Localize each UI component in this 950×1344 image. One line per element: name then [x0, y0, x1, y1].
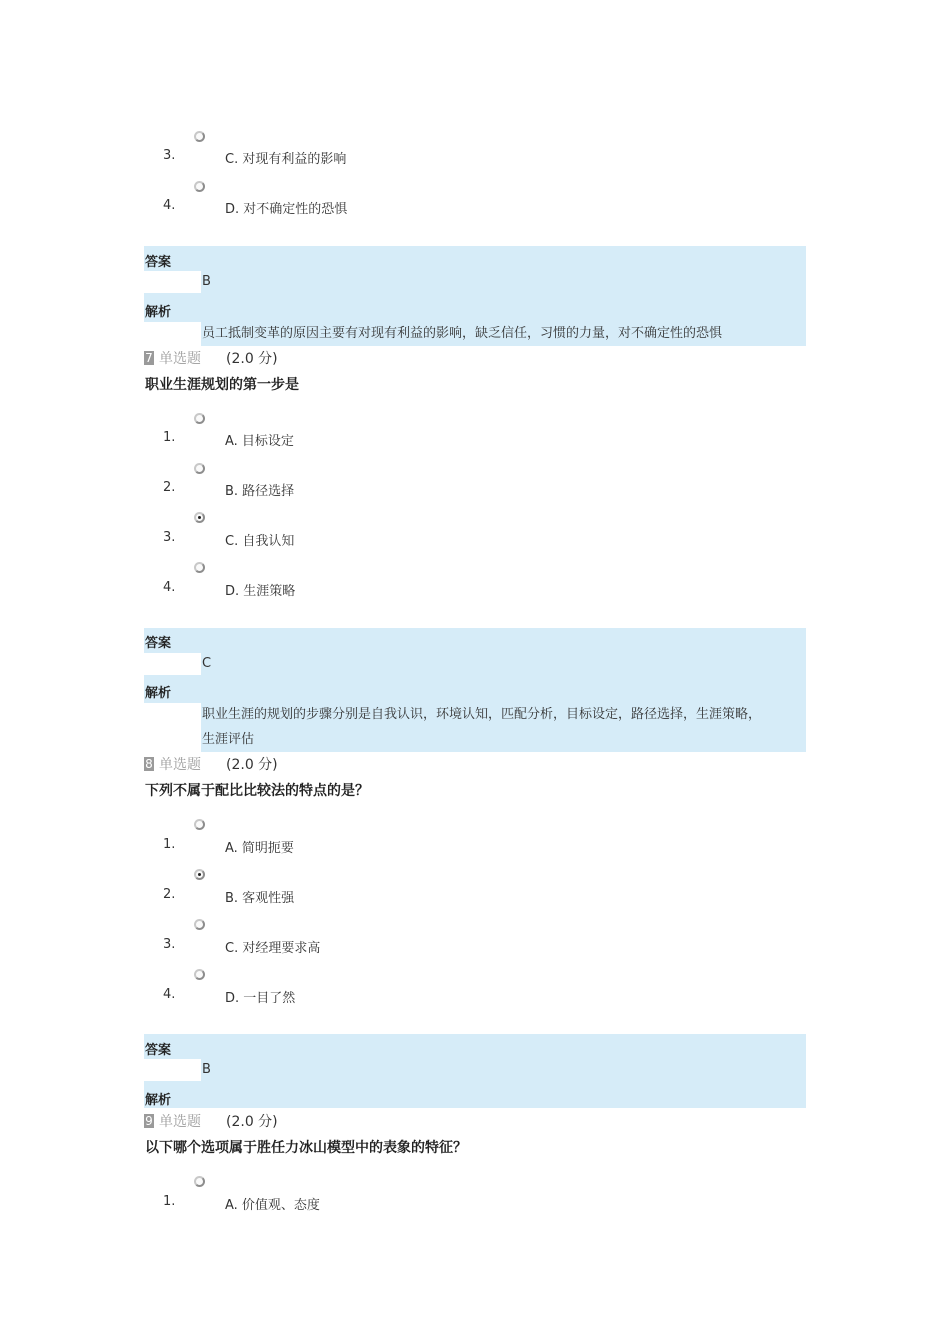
radio-button[interactable]: [194, 819, 205, 830]
radio-button[interactable]: [194, 919, 205, 930]
analysis-label: 解析: [145, 1093, 172, 1108]
option-label[interactable]: A. 简明扼要: [225, 841, 294, 856]
answer-panel-bg: [144, 1034, 806, 1108]
radio-button[interactable]: [194, 969, 205, 980]
radio-button[interactable]: [194, 1176, 205, 1187]
answer-label: 答案: [145, 636, 172, 651]
option-label[interactable]: D. 一目了然: [225, 991, 296, 1006]
option-label[interactable]: B. 路径选择: [225, 484, 295, 499]
question-number-badge: 8: [145, 757, 153, 771]
question-score: (2.0 分): [226, 351, 278, 367]
question-number-badge: 7: [145, 351, 153, 365]
option-label[interactable]: C. 对现有利益的影响: [225, 152, 347, 167]
option-label[interactable]: B. 客观性强: [225, 891, 295, 906]
option-label[interactable]: D. 生涯策略: [225, 584, 296, 599]
panel-spacer: [144, 322, 201, 346]
option-number: 4.: [163, 580, 176, 595]
question-text: 职业生涯规划的第一步是: [145, 377, 299, 393]
answer-label: 答案: [145, 1043, 172, 1058]
option-number: 1.: [163, 1194, 176, 1209]
panel-spacer: [144, 271, 201, 293]
option-number: 4.: [163, 198, 176, 213]
option-label[interactable]: C. 对经理要求高: [225, 941, 321, 956]
answer-label: 答案: [145, 255, 172, 270]
question-type: 单选题: [159, 757, 201, 773]
question-score: (2.0 分): [226, 1114, 278, 1130]
question-score: (2.0 分): [226, 757, 278, 773]
option-number: 1.: [163, 837, 176, 852]
option-label[interactable]: A. 价值观、态度: [225, 1198, 320, 1213]
answer-value: B: [202, 274, 211, 289]
radio-button[interactable]: [194, 413, 205, 424]
answer-value: C: [202, 656, 212, 671]
panel-spacer: [144, 1059, 201, 1081]
radio-button[interactable]: [194, 463, 205, 474]
option-label[interactable]: C. 自我认知: [225, 534, 295, 549]
question-text: 下列不属于配比比较法的特点的是？: [145, 783, 369, 799]
option-number: 2.: [163, 480, 176, 495]
option-number: 3.: [163, 530, 176, 545]
analysis-text: 职业生涯的规划的步骤分别是自我认识，环境认知，匹配分析，目标设定，路径选择，生涯策略， 生涯评估: [202, 707, 762, 747]
option-number: 2.: [163, 887, 176, 902]
panel-spacer: [144, 653, 201, 675]
analysis-label: 解析: [145, 305, 172, 320]
question-text: 以下哪个选项属于胜任力冰山模型中的表象的特征？: [145, 1140, 467, 1156]
question-type: 单选题: [159, 1114, 201, 1130]
option-label[interactable]: A. 目标设定: [225, 434, 294, 449]
question-type: 单选题: [159, 351, 201, 367]
radio-button[interactable]: [194, 181, 205, 192]
option-number: 1.: [163, 430, 176, 445]
radio-button-selected[interactable]: [194, 512, 205, 523]
radio-button-selected[interactable]: [194, 869, 205, 880]
option-number: 4.: [163, 987, 176, 1002]
radio-button[interactable]: [194, 131, 205, 142]
option-number: 3.: [163, 937, 176, 952]
radio-button[interactable]: [194, 562, 205, 573]
question-number-badge: 9: [145, 1114, 153, 1128]
answer-value: B: [202, 1062, 211, 1077]
panel-spacer: [144, 703, 201, 752]
analysis-text: 员工抵制变革的原因主要有对现有利益的影响，缺乏信任，习惯的力量，对不确定性的恐惧: [202, 326, 723, 341]
analysis-label: 解析: [145, 686, 172, 701]
option-label[interactable]: D. 对不确定性的恐惧: [225, 202, 348, 217]
option-number: 3.: [163, 148, 176, 163]
